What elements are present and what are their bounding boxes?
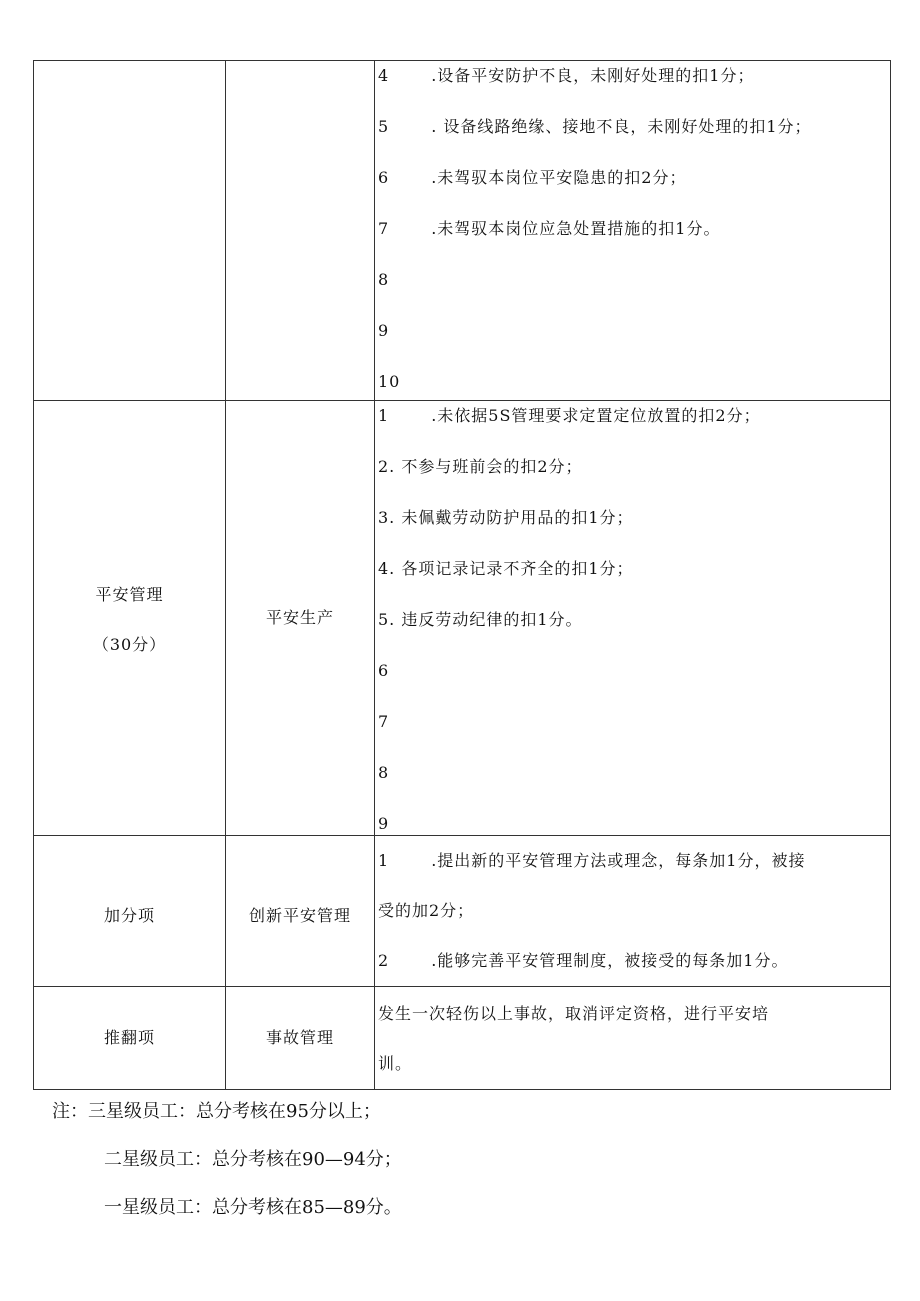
list-item: 9 xyxy=(378,814,390,833)
list-item: 2. 不参与班前会的扣2分； xyxy=(378,457,583,476)
items-cell xyxy=(375,401,891,836)
list-item: 6 xyxy=(378,661,390,680)
table-row-section2 xyxy=(34,401,891,836)
list-item: 5 . 设备线路绝缘、接地不良，未刚好处理的扣1分； xyxy=(378,117,812,136)
assessment-table xyxy=(33,60,891,1090)
category-cell xyxy=(34,987,226,1090)
veto-item: 发生一次轻伤以上事故，取消评定资格，进行平安培 训。 xyxy=(378,1004,770,1073)
subcategory-cell xyxy=(226,836,375,987)
category-label: 平安管理 xyxy=(95,585,164,604)
subcategory-label: 事故管理 xyxy=(265,1028,334,1047)
list-item: 9 xyxy=(378,321,390,340)
list-item: 8 xyxy=(378,270,390,289)
items-cell xyxy=(375,836,891,987)
list-item: 4. 各项记录记录不齐全的扣1分； xyxy=(378,559,634,578)
list-item: 7 .未驾驭本岗位应急处置措施的扣1分。 xyxy=(378,219,721,238)
notes xyxy=(52,1088,402,1232)
subcategory-cell xyxy=(226,987,375,1090)
category-cell xyxy=(34,836,226,987)
list-item: 5. 违反劳动纪律的扣1分。 xyxy=(378,610,583,629)
list-item: 8 xyxy=(378,763,390,782)
note-three-star: 注：三星级员工：总分考核在95分以上； xyxy=(52,1101,381,1122)
subcategory-label: 创新平安管理 xyxy=(248,906,351,925)
table-row-section1 xyxy=(34,61,891,401)
category-label: 推翻项 xyxy=(103,1028,155,1047)
table-row-section4 xyxy=(34,987,891,1090)
list-item: 7 xyxy=(378,712,390,731)
bonus-item-2: 2 .能够完善平安管理制度，被接受的每条加1分。 xyxy=(378,951,789,970)
subcategory-cell xyxy=(226,401,375,836)
category-cell-empty xyxy=(34,61,226,401)
list-item: 10 xyxy=(378,372,401,391)
category-label: 加分项 xyxy=(103,906,155,925)
list-item: 1 .未依据5S管理要求定置定位放置的扣2分； xyxy=(378,406,761,425)
note-two-star: 二星级员工：总分考核在90—94分； xyxy=(104,1149,402,1170)
table-row-section3 xyxy=(34,836,891,987)
list-item: 6 .未驾驭本岗位平安隐患的扣2分； xyxy=(378,168,687,187)
list-item: 4 .设备平安防护不良，未刚好处理的扣1分； xyxy=(378,66,755,85)
list-item: 3. 未佩戴劳动防护用品的扣1分； xyxy=(378,508,634,527)
subcategory-cell-empty xyxy=(226,61,375,401)
assessment-table-wrapper xyxy=(33,60,890,1090)
bonus-item-1: 1 .提出新的平安管理方法或理念，每条加1分，被接 受的加2分； xyxy=(378,851,806,920)
category-score: （30分） xyxy=(92,635,167,654)
subcategory-label: 平安生产 xyxy=(265,608,334,627)
note-one-star: 一星级员工：总分考核在85—89分。 xyxy=(104,1197,402,1218)
items-cell xyxy=(375,61,891,401)
items-cell xyxy=(375,987,891,1090)
category-cell xyxy=(34,401,226,836)
